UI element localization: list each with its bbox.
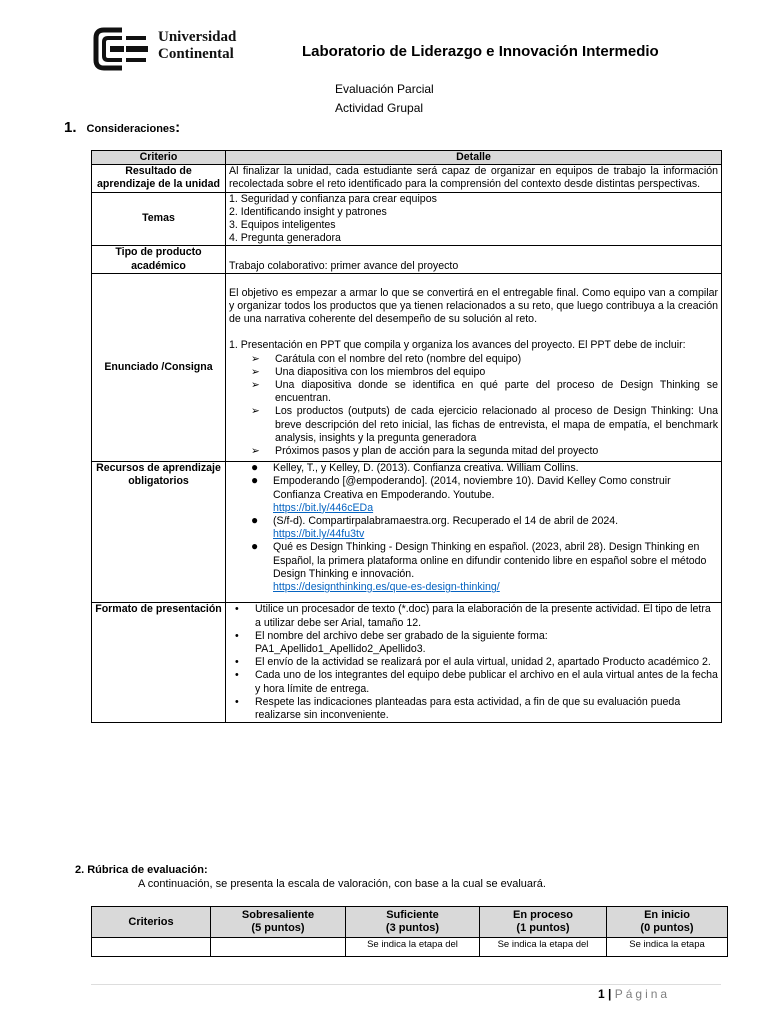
list-item	[233, 669, 718, 695]
list-item-text: El envío de la actividad se realizará por el aula virtual, unidad 2, apartado Producto académico 2.	[255, 656, 711, 669]
section-number: 1.	[64, 119, 77, 136]
list-item	[233, 656, 718, 669]
section-colon: :	[175, 119, 181, 136]
detalle-formato	[226, 603, 722, 723]
bullet-icon: •	[235, 603, 239, 616]
detalle-tipo: Trabajo colaborativo: primer avance del proyecto	[226, 246, 722, 273]
topic-item: 3. Equipos inteligentes	[229, 219, 336, 232]
header-line: En inicio	[644, 909, 690, 921]
list-item-text: Cada uno de los integrantes del equipo debe publicar el archivo en el aula virtual antes de la fecha y hora límite de entrega.	[255, 669, 718, 695]
section-label: Consideraciones	[86, 123, 176, 135]
criterio-resultado: Resultado de aprendizaje de la unidad	[92, 165, 226, 192]
rubric-header-en-proceso	[480, 907, 607, 938]
header-line: Criterios	[128, 915, 174, 928]
list-item	[251, 515, 718, 541]
university-logo	[92, 26, 252, 72]
bullet-icon: •	[235, 695, 239, 708]
detalle-temas	[226, 192, 722, 246]
table-row	[92, 246, 722, 273]
reference-text: (S/f-d). Compartirpalabramaestra.org. Recuperado el 14 de abril de 2024.	[273, 515, 619, 528]
detalle-resultado: Al finalizar la unidad, cada estudiante será capaz de organizar en equipos de trabajo la información recolectada sobre el reto identificado para la comprensión del contexto desde distintas perspectivas.	[226, 165, 722, 192]
criterio-formato: Formato de presentación	[92, 603, 226, 723]
header-criterio: Criterio	[92, 151, 226, 165]
bullet-icon: •	[235, 629, 239, 642]
list-item-text: Los productos (outputs) de cada ejercicio relacionado al proceso de Design Thinking: Una breve descripción del reto inicial, las fichas de entrevista, el mapa de empatía, el benchmark analysis, insights y la pregunta generadora	[275, 405, 718, 444]
reference-link[interactable]: https://bit.ly/44fu3tv	[273, 528, 365, 541]
list-item-text: Respete las indicaciones planteadas para esta actividad, a fin de que su evaluación pueda realizarse sin inconveniente.	[255, 695, 681, 721]
list-item	[251, 475, 718, 515]
list-item-text: Una diapositiva con los miembros del equipo	[275, 365, 486, 378]
list-item	[251, 366, 718, 379]
topic-item: 4. Pregunta generadora	[229, 232, 341, 245]
table-row	[92, 462, 722, 603]
list-item-text: El nombre del archivo debe ser grabado de la siguiente forma: PA1_Apellido1_Apellido2_Apellido3.	[255, 629, 548, 655]
arrow-bullet-icon: ➢	[251, 365, 260, 378]
reference-text: Qué es Design Thinking - Design Thinking en español. (2023, abril 28). Design Thinking en Español, la primera plataforma online en difundir contenido libre en español sobre el método Design Thinking e innovación.	[273, 541, 707, 580]
header-detalle: Detalle	[226, 151, 722, 165]
section-1-heading	[64, 119, 180, 136]
circle-bullet-icon: ●	[251, 460, 259, 475]
rubric-cell: Se indica la etapa del	[346, 938, 480, 957]
circle-bullet-icon: ●	[251, 473, 259, 488]
logo-line-2: Continental	[158, 46, 234, 62]
list-item	[251, 405, 718, 445]
arrow-bullet-icon: ➢	[251, 405, 260, 418]
page-number: 1	[598, 987, 605, 1001]
arrow-bullet-icon: ➢	[251, 445, 260, 458]
list-item-text: Carátula con el nombre del reto (nombre del equipo)	[275, 352, 522, 365]
enunciado-paragraph-2: 1. Presentación en PPT que compila y organiza los avances del proyecto. El PPT debe de incluir:	[229, 339, 686, 352]
circle-bullet-icon: ●	[251, 513, 259, 528]
resources-list	[229, 462, 718, 594]
rubric-header-criterios	[92, 907, 211, 938]
table-row	[92, 603, 722, 723]
header-line: (0 puntos)	[640, 922, 694, 934]
list-item	[251, 541, 718, 594]
arrow-bullet-icon: ➢	[251, 379, 260, 392]
section-2-heading: 2. Rúbrica de evaluación:	[75, 864, 208, 876]
criterio-recursos: Recursos de aprendizaje obligatorios	[92, 462, 226, 603]
rubric-header-row	[92, 907, 728, 938]
header-line: (1 puntos)	[516, 922, 570, 934]
list-item	[251, 445, 718, 458]
rubric-header-suficiente	[346, 907, 480, 938]
document-title: Laboratorio de Liderazgo e Innovación Intermedio	[302, 43, 659, 60]
criterio-temas: Temas	[92, 192, 226, 246]
logo-text	[158, 29, 236, 63]
rubric-header-en-inicio	[607, 907, 728, 938]
rubric-cell	[211, 938, 346, 957]
reference-link[interactable]: https://bit.ly/446cEDa	[273, 501, 374, 514]
header-line: Sobresaliente	[241, 909, 315, 921]
format-list	[229, 603, 718, 722]
topic-item: 2. Identificando insight y patrones	[229, 205, 387, 218]
list-item-text: Utilice un procesador de texto (*.doc) para la elaboración de la presente actividad. El tipo de letra a utilizar debe ser Arial, tamaño 12.	[255, 603, 711, 629]
header-line: En proceso	[513, 909, 573, 921]
table-row	[92, 165, 722, 192]
considerations-table	[91, 150, 722, 723]
header-line: Suficiente	[386, 909, 439, 921]
logo-line-1: Universidad	[158, 29, 237, 45]
page-word: Página	[614, 987, 671, 1001]
table-header-row	[92, 151, 722, 165]
header-line: (5 puntos)	[251, 922, 305, 934]
criterio-enunciado: Enunciado /Consigna	[92, 273, 226, 461]
rubric-cell: Se indica la etapa del	[480, 938, 607, 957]
list-item	[233, 603, 718, 629]
circle-bullet-icon: ●	[251, 539, 259, 554]
reference-text: Kelley, T., y Kelley, D. (2013). Confianza creativa. William Collins.	[273, 462, 579, 475]
bullet-icon: •	[235, 669, 239, 682]
list-item	[251, 462, 718, 475]
list-item	[251, 353, 718, 366]
deliverables-list	[229, 353, 718, 459]
rubric-table	[91, 906, 728, 957]
reference-link[interactable]: https://designthinking.es/que-es-design-thinking/	[273, 581, 500, 594]
reference-text: Empoderando [@empoderando]. (2014, noviembre 10). David Kelley Como construir Confianza Creativa en Empoderando. Youtube.	[273, 475, 671, 501]
detalle-enunciado	[226, 273, 722, 461]
subtitle-activity: Actividad Grupal	[335, 101, 424, 115]
subtitle-evaluation: Evaluación Parcial	[335, 82, 434, 96]
rubric-cell	[92, 938, 211, 957]
arrow-bullet-icon: ➢	[251, 352, 260, 365]
rubric-cell: Se indica la etapa	[607, 938, 728, 957]
list-item	[251, 379, 718, 405]
section-2-description: A continuación, se presenta la escala de valoración, con base a la cual se evaluará.	[138, 878, 546, 890]
list-item	[233, 630, 718, 656]
rubric-header-sobresaliente	[211, 907, 346, 938]
logo-mark-icon	[92, 26, 152, 72]
page-separator: |	[604, 987, 615, 1001]
list-item-text: Próximos pasos y plan de acción para la segunda mitad del proyecto	[275, 445, 599, 458]
criterio-tipo: Tipo de producto académico	[92, 246, 226, 273]
page-footer	[598, 987, 670, 1001]
list-item	[233, 696, 718, 722]
table-row	[92, 273, 722, 461]
header-line: (3 puntos)	[385, 922, 440, 934]
table-row	[92, 192, 722, 246]
topic-item: 1. Seguridad y confianza para crear equipos	[229, 192, 437, 205]
rubric-row	[92, 938, 728, 957]
footer-divider	[91, 984, 721, 985]
detalle-recursos	[226, 462, 722, 603]
bullet-icon: •	[235, 656, 239, 669]
list-item-text: Una diapositiva donde se identifica en qué parte del proceso de Design Thinking se encuentran.	[275, 379, 718, 405]
enunciado-paragraph-1: El objetivo es empezar a armar lo que se convertirá en el entregable final. Como equipo van a compilar y organizar todos los productos que ya tienen relacionados a su reto, que luego contribuya a la creación de una narrativa coherente del desempeño de su solución al reto.	[229, 286, 718, 326]
